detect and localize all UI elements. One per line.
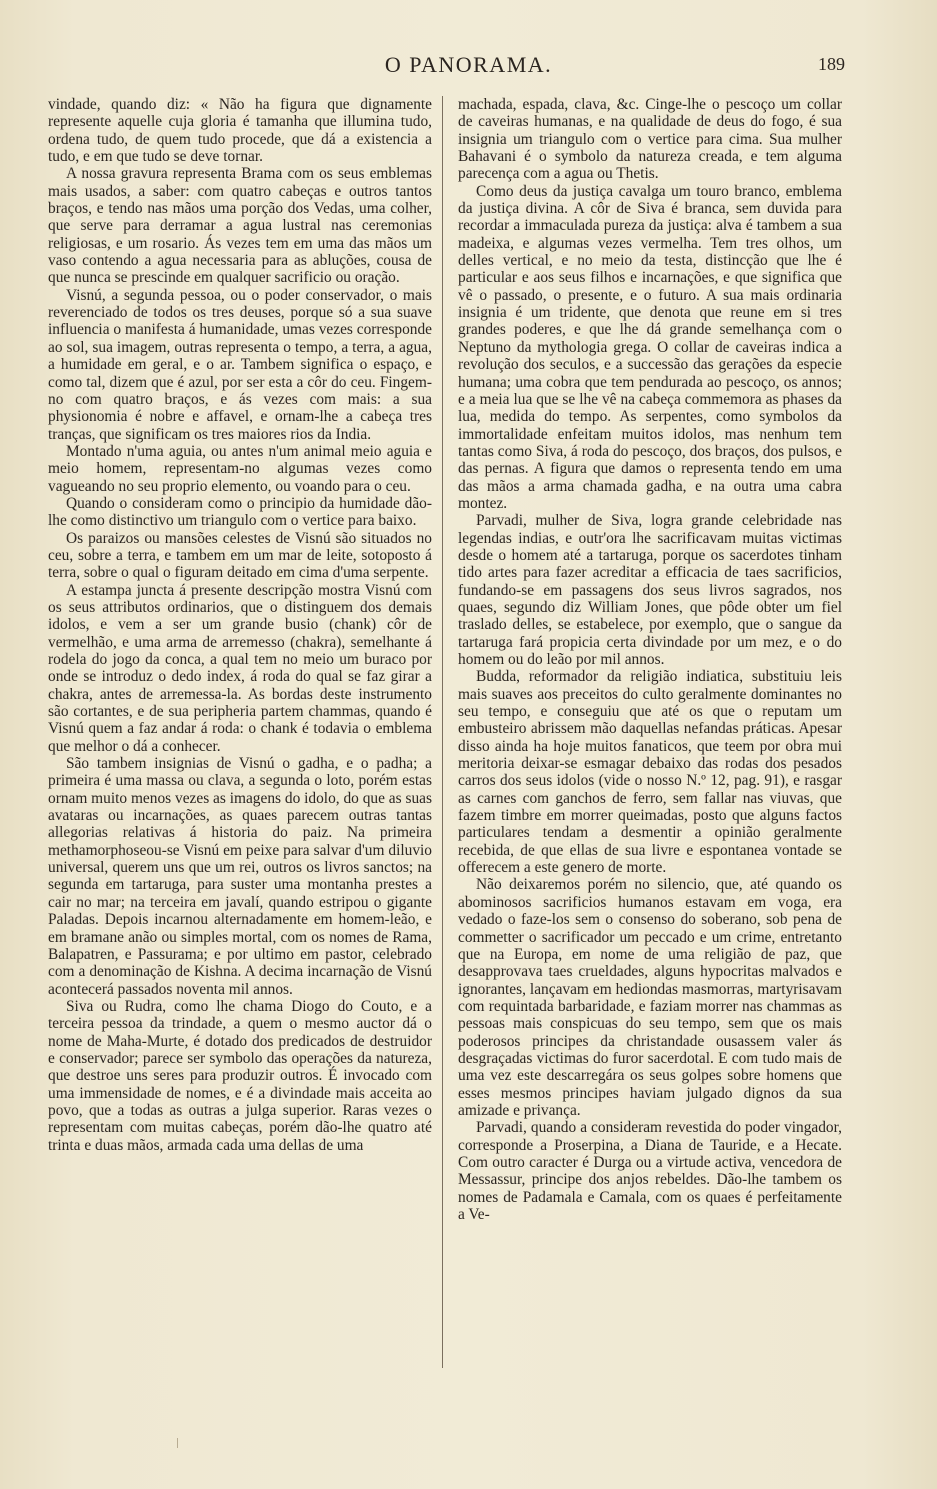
paragraph: Siva ou Rudra, como lhe chama Diogo do Couto, e a terceira pessoa da trindade, a quem o mesmo auctor dá o nome de Maha-Murte, é dotado dos predicados de destruidor e conservador; parece ser symbolo das operações da natureza, que destroe uns seres para produzir outros. É invocado com uma immensidade de nomes, e é a divindade mais acceita ao povo, que a todas as outras a julga superior. Raras vezes o representam com muitas cabeças, porém dão-lhe quatro até trinta e duas mãos, armada cada uma dellas de uma (48, 997, 432, 1154)
paragraph: A nossa gravura representa Brama com os seus emblemas mais usados, a saber: com quatro cabeças e outros tantos braços, e tendo nas mãos uma porção dos Vedas, uma colher, que serve para derramar a agua lustral nas ceremonias religiosas, e um rosario. Ás vezes tem em uma das mãos um vaso contendo a agua necessaria para as abluções, cousa de que nunca se prescinde em qualquer sacrificio ou oração. (48, 165, 432, 287)
page-header (0, 52, 937, 82)
page-title: O PANORAMA. (384, 52, 553, 77)
paragraph: Parvadi, mulher de Siva, logra grande celebridade nas legendas indias, e outr'ora lhe sacrificavam muitas victimas desde o homem até a tartaruga, porque os sacerdotes tinham tido artes para fazer acreditar a efficacia de taes sacrificios, fundando-se em passagens dos seus livros sagrados, nos quaes, segundo diz William Jones, que pôde obter um fiel traslado delles, se estabelece, por exemplo, que o sangue da tartaruga fará propicia certa divindade por um mez, e o do homem ou do leão por mil annos. (458, 512, 842, 668)
paragraph: Budda, reformador da religião indiatica, substituiu leis mais suaves aos preceitos do culto geralmente dominantes no seu tempo, e conseguiu que até os que o reputam um embusteiro abrissem mão daquellas nefandas práticas. Apesar disso ainda ha hoje muitos fanaticos, que teem por obra mui meritoria deixar-se esmagar debaixo das rodas dos pesados carros dos seus idolos (vide o nosso N.º 12, pag. 91), e rasgar as carnes com ganchos de ferro, sem fallar nas viuvas, que fazem timbre em morrer queimadas, posto que alguns factos particulares tendam a desmentir a opinião geralmente recebida, de que ellas de sua livre e espontanea vontade se offerecem a este genero de morte. (458, 668, 842, 877)
paragraph: Visnú, a segunda pessoa, ou o poder conservador, o mais reverenciado de todos os tres deuses, porque só a sua suave influencia o manifesta á humanidade, umas vezes corresponde ao sol, sua imagem, outras representa o tempo, a terra, a agua, a humidade em geral, e o ar. Tambem significa o espaço, e como tal, dizem que é azul, por ser esta a côr do ceu. Fingem-no com quatro braços, e ás vezes com mais: a sua physionomia é nobre e affavel, e ornam-lhe a cabeça tres tranças, que significam os tres maiores rios da India. (48, 286, 432, 443)
paragraph: Montado n'uma aguia, ou antes n'um animal meio aguia e meio homem, representam-no algumas vezes como vagueando no seu proprio elemento, ou voando para o ceu. (48, 442, 432, 495)
page-number: 189 (818, 54, 845, 74)
paragraph: Parvadi, quando a consideram revestida do poder vingador, corresponde a Proserpina, a Diana de Tauride, e a Hecate. Com outro caracter é Durga ou a virtude activa, vencedora de Messassur, principe dos anjos rebeldes. Dão-lhe tambem os nomes de Padamala e Camala, com os quaes é perfeitamente a Ve- (458, 1119, 842, 1223)
column-divider (442, 96, 443, 1368)
right-column (458, 96, 842, 1223)
paper-mark (177, 1438, 178, 1448)
paragraph: machada, espada, clava, &c. Cinge-lhe o pescoço um collar de caveiras humanas, e na qualidade de deus do fogo, é sua insignia um triangulo com o vertice para cima. Sua mulher Bahavani é o symbolo da natureza creada, e tem alguma parecença com a agua ou Thetis. (458, 96, 842, 183)
paragraph: Não deixaremos porém no silencio, que, até quando os abominosos sacrificios humanos estavam em voga, era vedado o faze-los sem o consenso do soberano, sob pena de commetter o sacrificador um peccado e um crime, entretanto que na Europa, em nome de uma religião de paz, que desapprovava taes crueldades, alguns hypocritas malvados e ignorantes, lançavam em hediondas masmorras, martyrisavam com requintada barbaridade, e faziam morrer nas chammas as pessoas mais conspicuas do seu tempo, sem que os mais poderosos principes da christandade ousassem valer ás desgraçadas victimas do furor sacerdotal. E com tudo mais de uma vez este descarregára os seus golpes sobre homens que esses mesmos principes haviam julgado dignos da sua amizade e privança. (458, 876, 842, 1119)
paragraph: A estampa juncta á presente descripção mostra Visnú com os seus attributos ordinarios, que o distinguem dos demais idolos, e vem a ser um grande busio (chank) côr de vermelhão, e uma arma de arremesso (chakra), semelhante á rodela do jogo da conca, a qual tem no meio um buraco por onde se introduz o dedo index, á roda do qual se faz girar a chakra, antes de arremessa-la. As bordas deste instrumento são cortantes, e de sua peripheria partem chammas, quando é Visnú quem a faz andar á roda: o chank é todavia o emblema que melhor o dá a conhecer. (48, 581, 432, 755)
paragraph: São tambem insignias de Visnú o gadha, e o padha; a primeira é uma massa ou clava, a segunda o loto, porém estas ornam muito menos vezes as imagens do idolo, do que as suas avataras ou incarnações, as quaes parecem outras tantas allegorias relativas á historia do paiz. Na primeira methamorphoseou-se Visnú em peixe para salvar d'um diluvio universal, querem uns que um rei, outros os livros sanctos; na segunda em tartaruga, para suster uma montanha prestes a cair no mar; na terceira em javalí, quando estripou o gigante Paladas. Depois incarnou alternadamente em homem-leão, e em bramane anão ou simples mortal, com os nomes de Rama, Balapatren, e Passurama; e por ultimo em pastor, celebrado com a denominação de Kishna. A decima incarnação de Visnú acontecerá passados noventa mil annos. (48, 755, 432, 998)
paragraph: Quando o consideram como o principio da humidade dão-lhe como distinctivo um triangulo com o vertice para baixo. (48, 494, 432, 530)
paragraph: Como deus da justiça cavalga um touro branco, emblema da justiça divina. A côr de Siva é branca, sem duvida para recordar a immaculada pureza da justiça: alva é tambem a sua madeixa, e algumas vezes vermelha. Tem tres olhos, um delles vertical, e no meio da testa, distincção que lhe é particular e aos seus filhos e incarnações, e que significa que vê o passado, o presente, e o futuro. A sua mais ordinaria insignia é um tridente, que denota que reune em si tres grandes poderes, e que lhe dá grande semelhança com o Neptuno da mythologia grega. O collar de caveiras indica a revolução dos seculos, e a successão das gerações da especie humana; uma cobra que tem pendurada ao pescoço, os annos; e a meia lua que se lhe vê na cabeça commemora as phases da lua, medida do tempo. As serpentes, como symbolos da immortalidade enfeitam muitos idolos, mas nenhum tem tantas como Siva, á roda do pescoço, dos braços, dos pulsos, e das pernas. A figura que damos o representa tendo em uma das mãos a arma chamada gadha, e na outra uma cabra montez. (458, 182, 842, 512)
paragraph: vindade, quando diz: « Não ha figura que dignamente represente aquelle cuja gloria é tamanha que illumina tudo, ordena tudo, de quem tudo procede, que dá a existencia a tudo, e em que tudo se deve tornar. (48, 96, 432, 166)
left-column (48, 96, 432, 1154)
paragraph: Os paraizos ou mansões celestes de Visnú são situados no ceu, sobre a terra, e tambem em um mar de leite, sotoposto á terra, sobre o qual o figuram deitado em cima d'uma serpente. (48, 529, 432, 582)
